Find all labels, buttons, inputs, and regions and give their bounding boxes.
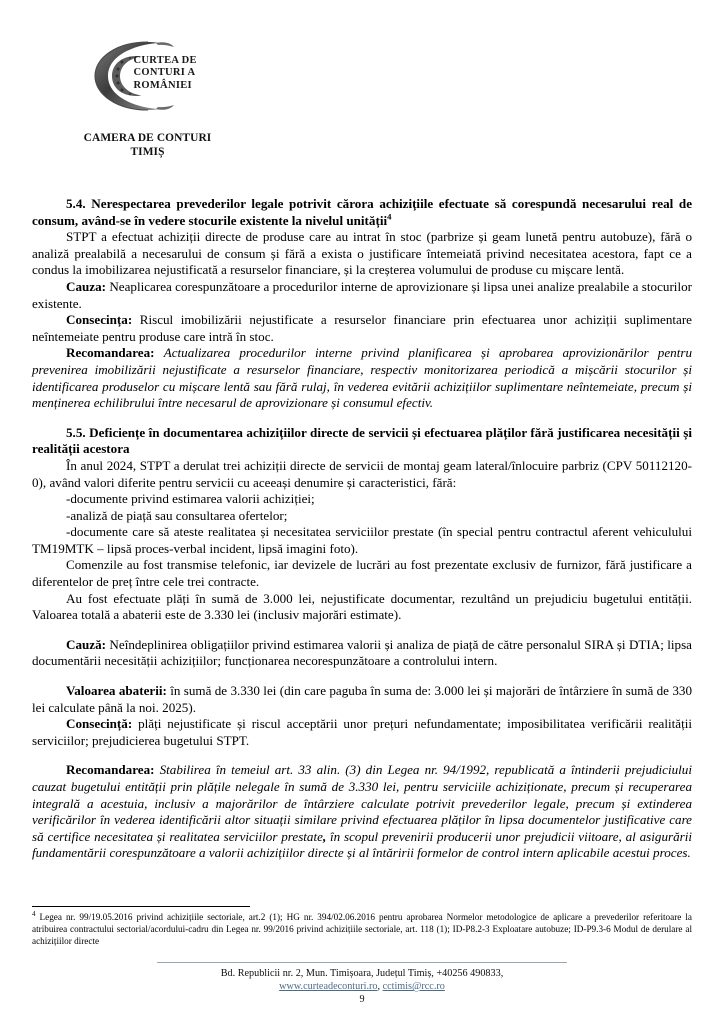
cauza-label: Cauză: (66, 636, 107, 652)
section-5-5-valoarea-abaterii (32, 683, 692, 716)
footnote-marker-4: 4 (387, 211, 392, 222)
footnote-4 (32, 909, 692, 947)
list-item: -analiză de piață sau consultarea ofertelor; (66, 507, 288, 523)
chamber-line-2: TIMIȘ (130, 145, 165, 158)
footnote-area (32, 906, 692, 947)
section-5-4-number: 5.4. (66, 196, 86, 211)
paragraph-gap (32, 670, 692, 683)
section-5-5-cauza (32, 637, 692, 670)
section-5-4-heading-text: Nerespectarea prevederilor legale potrivit cărora achizițiile efectuate să corespundă necesarului real de consum, având-se în vedere stocurile existente la nivelul unității (32, 196, 693, 228)
section-5-4-heading (32, 196, 692, 229)
footer-separator-text: , (377, 981, 383, 992)
page-number: 9 (359, 994, 365, 1005)
section-5-4-recomandarea (32, 345, 692, 411)
footnote-number: 4 (32, 909, 36, 918)
section-5-5-comenzi: Comenzile au fost transmise telefonic, iar devizele de lucrări au fost prezentate exclusiv de furnizor, fără justificare a diferentelor de preț între cele trei contracte. (32, 557, 692, 590)
cauza-label: Cauza: (66, 278, 107, 294)
section-5-5-consecinta (32, 716, 692, 749)
consecinta-label: Consecința: (66, 312, 133, 328)
recomandarea-text-part-1: Stabilirea în temeiul art. 33 alin. (3) din Legea nr. 94/1992, republicată a întinderii prejudiciului cauzat bugetului entității prin plățile nelegale în sumă de 3.330 lei, pentru serviciile achiziționate, precum și recuperarea integrală a acestuia, inclusiv a majorărilor de întârziere calculate potrivit prevederilor legale, precum și extinderea verificărilor în vederea identificării altor situații similare privind efectuarea plăților în lipsa documentelor justificative care să certifice necesitatea și realitatea serviciilor prestate (32, 762, 692, 844)
org-line-1: CURTEA DE (133, 55, 197, 66)
paragraph-gap (32, 749, 692, 762)
section-5-4-consecinta (32, 312, 692, 345)
section-gap (32, 412, 692, 425)
footer-contact (0, 980, 724, 993)
valoarea-abaterii-label: Valoarea abaterii: (66, 683, 167, 699)
section-5-5-recomandarea (32, 762, 692, 862)
cauza-text: Neaplicarea corespunzătoare a procedurilor interne de aprovizionare și lipsa unei analize prealabile a stocurilor existente. (32, 278, 692, 311)
section-5-5-number: 5.5. (66, 424, 86, 440)
list-item: -documente privind estimarea valorii achiziției; (66, 491, 315, 507)
organization-name (134, 55, 197, 92)
footer-address: Bd. Republicii nr. 2, Mun. Timișoara, Județul Timiș, +40256 490833, (220, 968, 504, 979)
recomandarea-label: Recomandarea: (66, 762, 155, 778)
valoarea-abaterii-text: în sumă de 3.330 lei (din care paguba în suma de: 3.000 lei și majorări de întârziere în sumă de 330 lei calculate până la noi. 2025). (32, 683, 692, 715)
website-link[interactable]: www.curteadeconturi.ro (279, 981, 378, 992)
section-5-5-body: În anul 2024, STPT a derulat trei achiziții directe de servicii de montaj geam lateral/înlocuire parbriz (CPV 50112120-0), având valori diferite pentru servicii cu aceeași denumire și caracteristici, fără: (32, 457, 692, 490)
cauza-text: Neîndeplinirea obligațiilor privind estimarea valorii și analiza de piață de către personalul SIRA și DTIA; lipsa documentării necesității achizițiilor; funcționarea necorespunzătoare a controlului intern. (32, 636, 692, 669)
footer-separator (157, 962, 567, 963)
recomandarea-label: Recomandarea: (66, 345, 155, 361)
org-line-2: CONTURI A (133, 67, 196, 79)
section-5-4-cauza (32, 279, 692, 312)
consecinta-text: Riscul imobilizării nejustificate a resurselor financiare prin efectuarea unor achiziții suplimentare neîntemeiate pentru produse care intră în stoc. (32, 312, 692, 344)
footnote-text: Legea nr. 99/19.05.2016 privind achizițiile sectoriale, art.2 (1); HG nr. 394/02.06.2016 pentru aprobarea Normelor metodologice de aplicare a prevederilor referitoare la atribuirea contractului sectorial/acordului-cadru din Legea nr. 99/2016 privind achizițiile sectoriale, art. 118 (1); ID-P8.2-3 Exploatare autobuze; ID-P9.3-6 Modul de derulare al achizițiilor directe (32, 912, 692, 946)
section-5-4-body: STPT a efectuat achiziții directe de produse care au intrat în stoc (parbrize și geam lunetă pentru autobuze), fără o analiză prealabilă a necesarului de consum și fără a exista o justificare întemeiată privind necesitatea acestora, fapt ce a condus la imobilizarea nejustificată a resurselor financiare, și la creșterea volumului de produse cu mișcare lentă. (32, 229, 692, 278)
org-line-3: ROMÂNIEI (133, 79, 192, 91)
chamber-name (55, 132, 240, 159)
section-5-5-heading (32, 425, 692, 458)
document-body (32, 196, 692, 862)
list-item: -documente care să ateste realitatea și necesitatea serviciilor prestate (în special pentru contractul aferent vehiculului TM19MTK – lipsă proces-verbal incident, lipsă imagini foto). (32, 524, 692, 556)
chamber-line-1: CAMERA DE CONTURI (83, 132, 212, 144)
organization-logo (78, 38, 218, 113)
email-link[interactable]: cctimis@rcc.ro (382, 981, 445, 992)
section-5-5-plati: Au fost efectuate plăți în sumă de 3.000 lei, nejustificate documentar, rezultând un prejudiciu bugetului entității. Valoarea totală a abaterii este de 3.330 lei (inclusiv majorări estimate). (32, 590, 692, 623)
consecinta-label: Consecință: (66, 716, 133, 732)
recomandarea-text: Actualizarea procedurilor interne privind planificarea și aprobarea aprovizionărilor pentru prevenirea imobilizării nejustificate a resurselor financiare, respectiv monitorizarea periodică a mișcării stocurilor și identificarea produselor cu mișcare lentă sau fără rulaj, în vederea evitării achizițiilor suplimentare neîntemeiate, precum și menținerea echilibrului între necesarul de aprovizionare și consumul efectiv. (32, 345, 692, 411)
letterhead (55, 38, 240, 159)
footnote-separator (32, 906, 250, 907)
page-footer (0, 962, 724, 1006)
paragraph-gap (32, 624, 692, 637)
recomandarea-text-part-2: în scopul prevenirii producerii unor prejudicii viitoare, al asigurării fundamentării corespunzătoare a valorii achizițiilor directe și al întăririi formelor de control intern aplicabile acestui proces. (32, 828, 692, 861)
recomandarea-text-emphasis: , (322, 828, 327, 844)
consecinta-text: plăți nejustificate și riscul acceptării unor prețuri nefundamentate; imposibilitatea verificării realității serviciilor; prejudicierea bugetului STPT. (32, 716, 692, 748)
section-5-5-heading-text: Deficiențe în documentarea achizițiilor directe de servicii și efectuarea plăților fără justificarea necesității și realității acestora (32, 424, 692, 457)
